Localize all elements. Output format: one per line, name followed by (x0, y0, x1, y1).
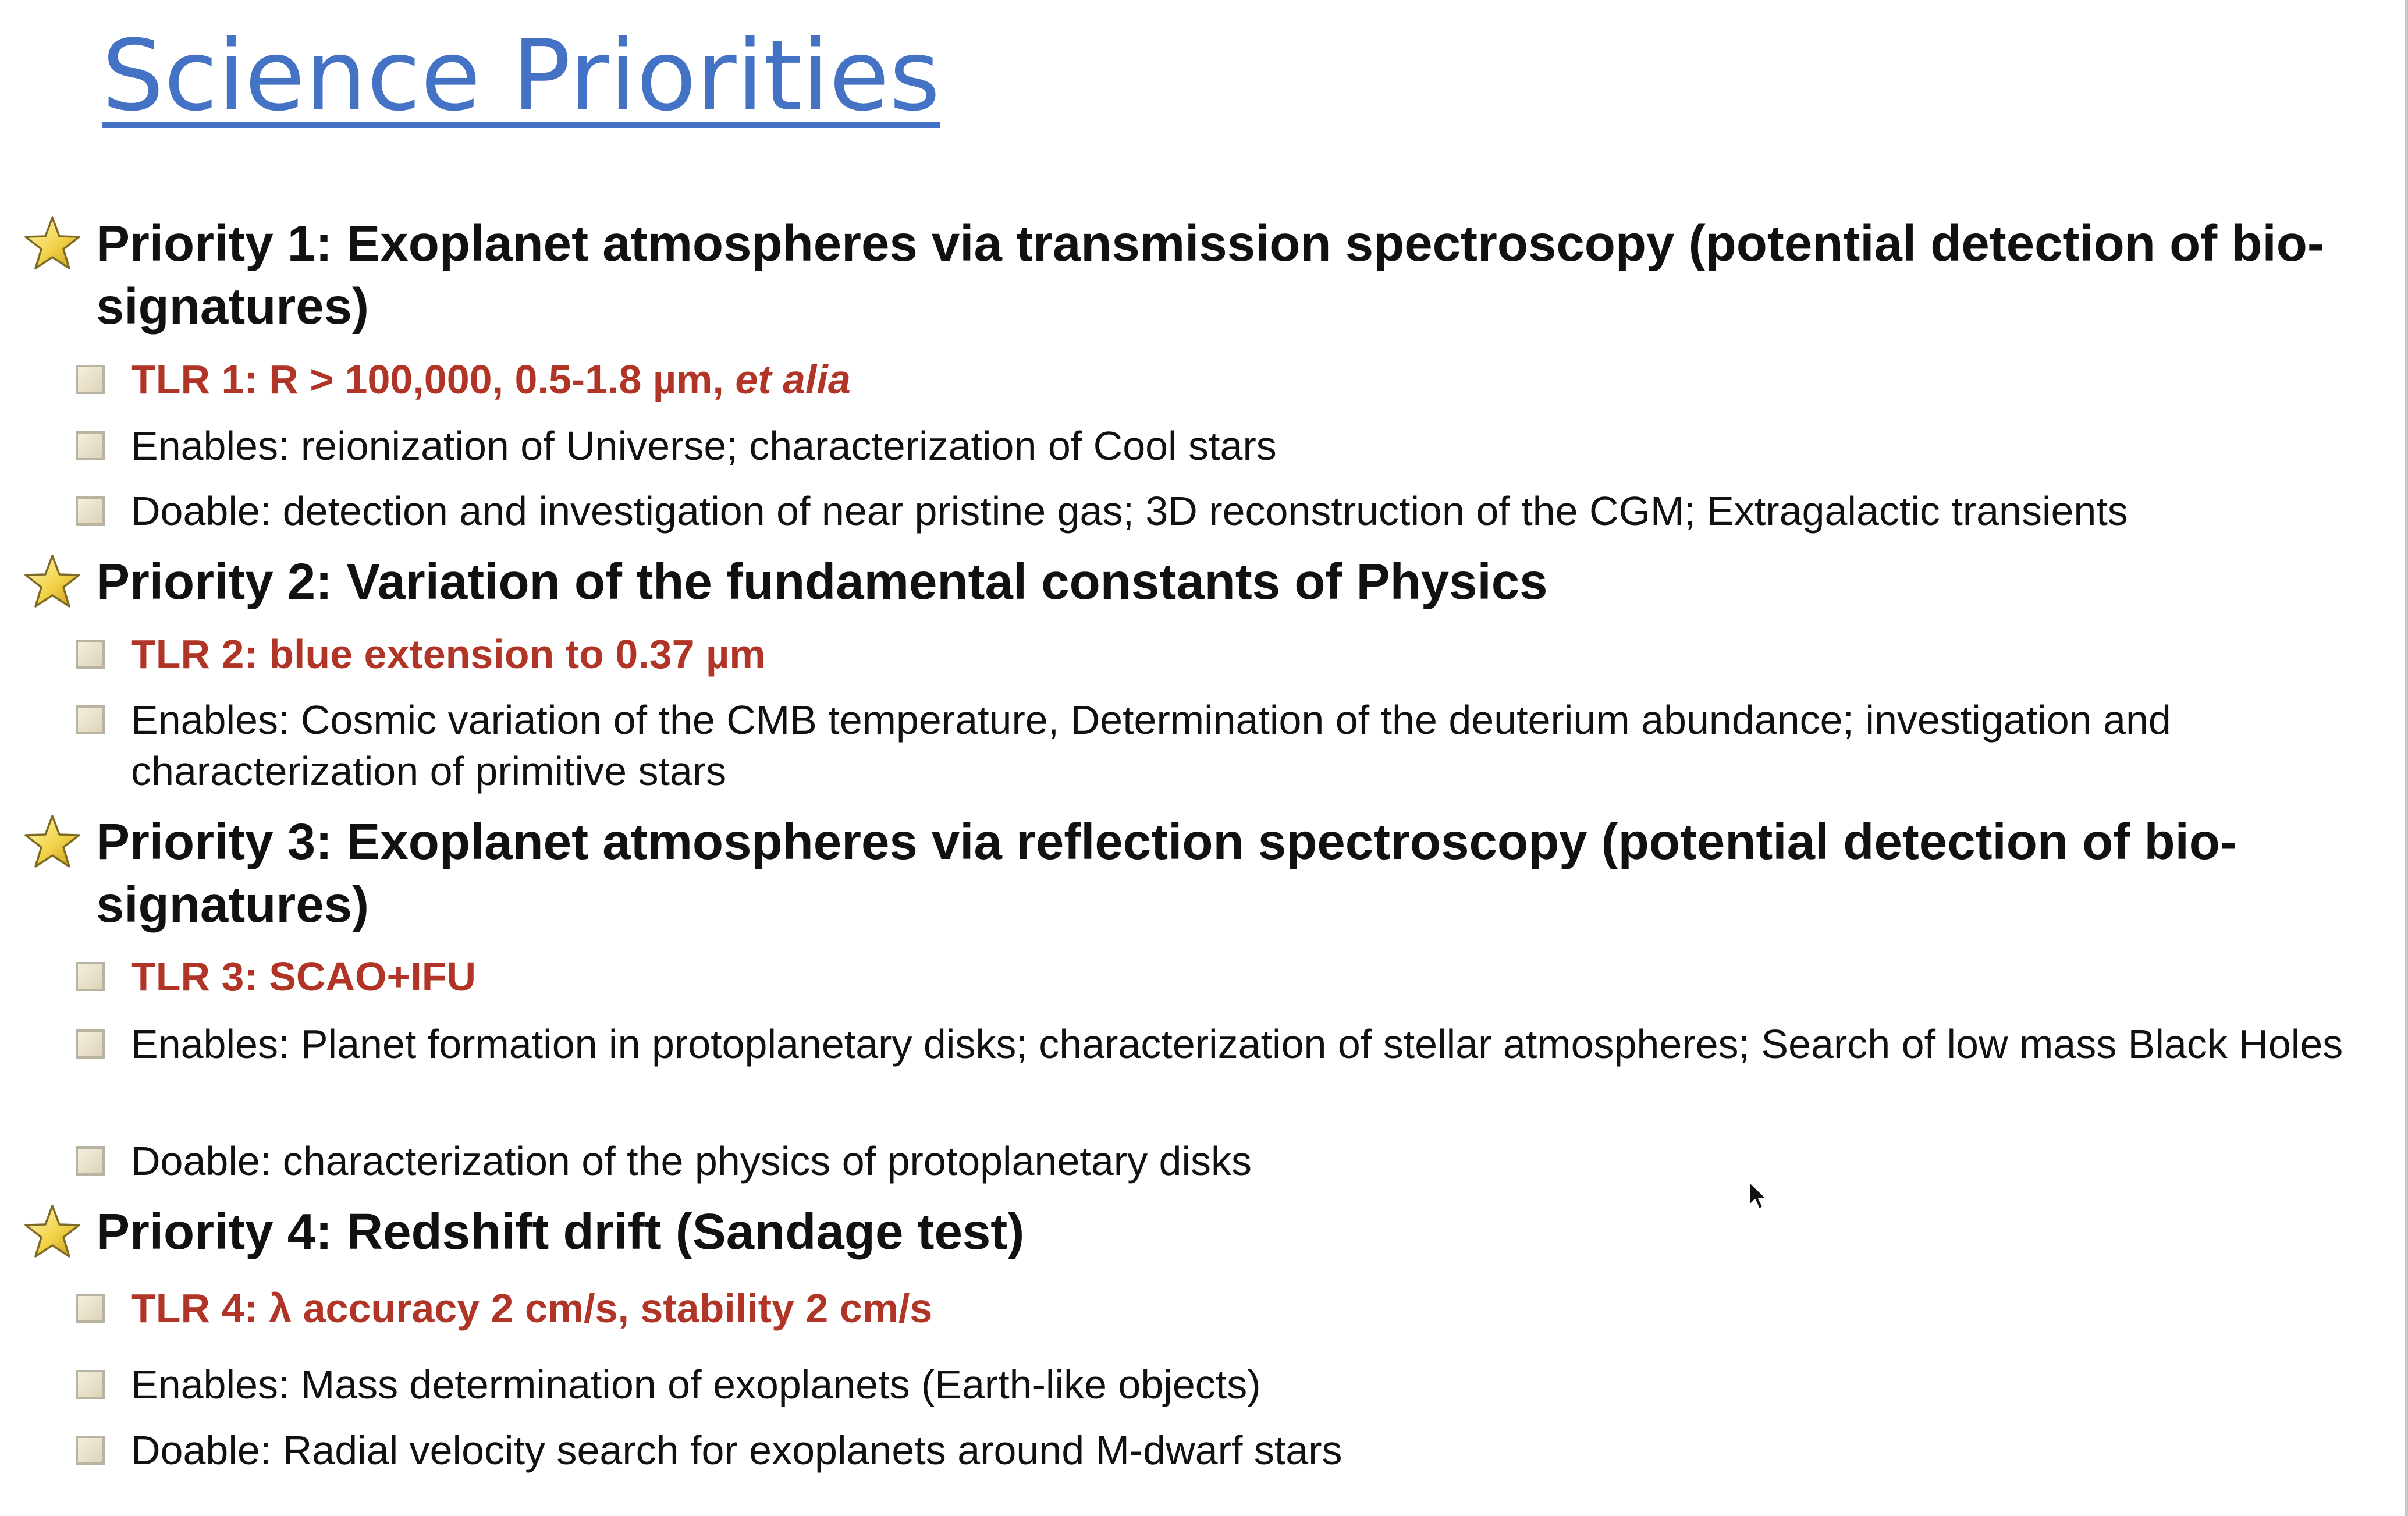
priority-4-doable (76, 1425, 2403, 1476)
square-bullet-icon (76, 640, 105, 669)
square-bullet-icon (76, 1029, 105, 1059)
priority-2-tlr (76, 629, 2403, 680)
priority-2-enables-text: Enables: Cosmic variation of the CMB temperature, Determination of the deuterium abundance; investigation and characterization of primitive stars (131, 697, 2171, 794)
priority-3-tlr (76, 951, 2403, 1002)
square-bullet-icon (76, 962, 105, 991)
priority-1-tlr-emphasis: et alia (735, 357, 851, 402)
priority-4-enables (76, 1359, 2403, 1410)
priority-1-tlr (76, 354, 2403, 405)
mouse-cursor-icon (1749, 1181, 1767, 1210)
priority-4-heading (23, 1201, 2403, 1263)
priority-1-doable-text: Doable: detection and investigation of near pristine gas; 3D reconstruction of the CGM; Extragalactic transients (131, 488, 2128, 534)
star-icon (23, 553, 81, 611)
priority-1-doable (76, 485, 2403, 537)
square-bullet-icon (76, 1436, 105, 1465)
slide-edge (2405, 0, 2408, 1516)
star-icon (23, 1203, 81, 1261)
priority-2-tlr-text: TLR 2: blue extension to 0.37 µm (131, 631, 766, 677)
priority-4-tlr-text: TLR 4: λ accuracy 2 cm/s, stability 2 cm/s (131, 1286, 933, 1331)
priority-2-heading-text: Priority 2: Variation of the fundamental constants of Physics (96, 553, 1548, 610)
square-bullet-icon (76, 1370, 105, 1399)
priority-3-tlr-text: TLR 3: SCAO+IFU (131, 954, 477, 999)
priority-3-enables (76, 1018, 2403, 1070)
priority-1-heading-text: Priority 1: Exoplanet atmospheres via transmission spectroscopy (potential detection of bio-signatures) (96, 215, 2324, 335)
priority-3-doable-text: Doable: characterization of the physics of protoplanetary disks (131, 1138, 1252, 1184)
star-icon (23, 215, 81, 273)
priority-4-enables-text: Enables: Mass determination of exoplanets (Earth-like objects) (131, 1362, 1261, 1407)
priority-4-tlr (76, 1283, 2403, 1334)
square-bullet-icon (76, 705, 105, 734)
square-bullet-icon (76, 1294, 105, 1323)
priority-1-tlr-text: TLR 1: R > 100,000, 0.5-1.8 µm, (131, 357, 736, 402)
priority-4-doable-text: Doable: Radial velocity search for exoplanets around M-dwarf stars (131, 1428, 1342, 1473)
square-bullet-icon (76, 1146, 105, 1176)
slide-title: Science Priorities (102, 19, 940, 133)
priority-3-doable (76, 1135, 2403, 1187)
priority-3-enables-text: Enables: Planet formation in protoplanetary disks; characterization of stellar atmospheres; Search of low mass Black Holes (131, 1021, 2343, 1067)
square-bullet-icon (76, 431, 105, 460)
square-bullet-icon (76, 496, 105, 526)
priority-3-heading-text: Priority 3: Exoplanet atmospheres via reflection spectroscopy (potential detection of bio-signatures) (96, 814, 2237, 933)
square-bullet-icon (76, 365, 105, 394)
priority-1-enables (76, 420, 2403, 471)
star-icon (23, 813, 81, 871)
priority-1-heading (23, 212, 2403, 338)
priority-1-enables-text: Enables: reionization of Universe; characterization of Cool stars (131, 423, 1277, 468)
priority-4-heading-text: Priority 4: Redshift drift (Sandage test) (96, 1203, 1025, 1260)
priority-3-heading (23, 811, 2403, 936)
priority-2-enables (76, 694, 2403, 797)
priority-2-heading (23, 551, 2403, 613)
